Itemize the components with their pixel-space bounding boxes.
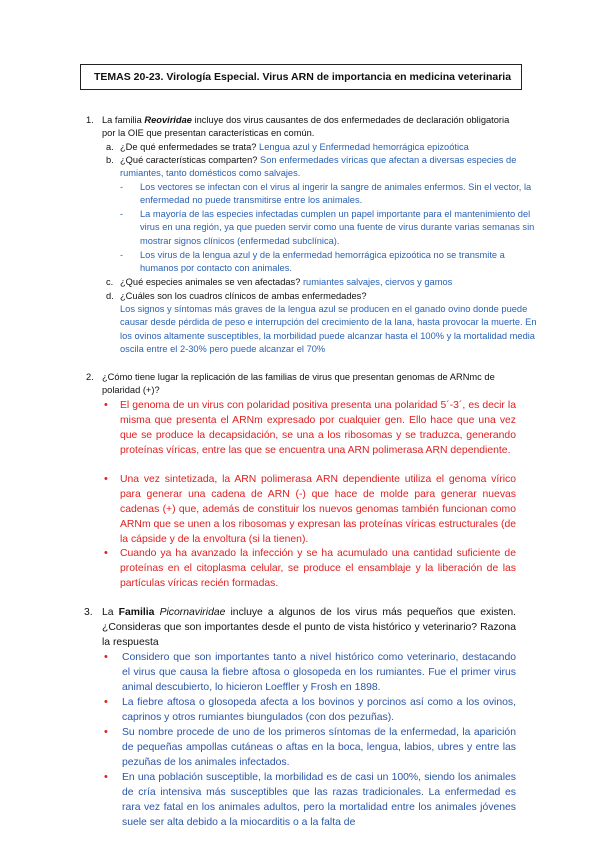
bullet-icon: •: [104, 651, 108, 663]
q1-number: 1.: [86, 115, 94, 125]
bullet-icon: •: [104, 696, 108, 708]
q1-dash-item-1: Los vectores se infectan con el virus al ingerir la sangre de animales enfermos. Sin el vector, la enfermedad no puede transmitirse entre los animales.: [140, 182, 532, 206]
q1-dash-item-3: Los virus de la lengua azul y de la enfermedad hemorrágica epizoótica no se transmite a humanos por contacto con animales.: [140, 250, 505, 274]
q1b-letter: b.: [106, 155, 114, 165]
q1a-letter: a.: [106, 142, 114, 152]
q3-fam: Familia: [118, 607, 155, 618]
q3-intro: [102, 605, 516, 650]
q1c-answer: rumiantes salvajes, ciervos y gamos: [302, 277, 453, 287]
q2-bullet-1: El genoma de un virus con polaridad positiva presenta una polaridad 5´-3´, es decir la misma que presenta el ARNm expresado por cualquier gen. Ello hace que una vez que se produce la decapsidación, se una a los ribosomas y se traduzca, generando proteínas víricas, entre las que se encuentra una ARN polimerasa ARN dependiente.: [120, 400, 516, 456]
bullet-icon: •: [104, 547, 108, 559]
q1-intro-pre: La familia: [102, 115, 145, 125]
q1c-letter: c.: [106, 277, 114, 287]
q2-number: 2.: [86, 372, 94, 382]
q1d-answer: Los signos y síntomas más graves de la lengua azul se producen en el ganado ovino donde puede causar desde pérdida de peso e interrupción del crecimiento de la lana, hasta provocar la muerte. En los ovinos altamente susceptibles, la morbilidad puede alcanzar hasta el 100% y la mortalidad media oscila entre el 2-30% pero puede alcanzar el 70%: [120, 304, 537, 355]
q1a-line: [120, 141, 530, 154]
q3-bullet-1: Considero que son importantes tanto a nivel histórico como veterinario, destacando el virus que causa la fiebre aftosa o glosopeda en los rumiantes. Fue el primer virus animal descubierto, lo hicieron Loeffler y Frosh en 1898.: [122, 652, 516, 693]
q1b-answer: Son enfermedades víricas que afectan a diversas especies de rumiantes, tanto domésticos como salvajes.: [120, 155, 517, 179]
q1-dash-item-2: La mayoría de las especies infectadas cumplen un papel importante para el mantenimiento del virus en una región, ya que pueden servir como una fuente de virus durante varias semanas sin mostrar signos clínicos (enfermedad subclínica).: [140, 209, 535, 246]
q3-bullet-3: Su nombre procede de uno de los primeros síntomas de la enfermedad, la aparición de pequeñas ampollas cutáneas o aftas en la boca, lengua, labios, ubres y entre las pezuñas de los animales infectados.: [122, 727, 516, 768]
bullet-icon: •: [104, 399, 108, 411]
q2-bullet-2: Una vez sintetizada, la ARN polimerasa ARN dependiente utiliza el genoma vírico para generar una cadena de ARN (-) que hace de molde para generar nuevas cadenas (+) que, además de constituir los nuevos genomas también funcionan como ARNm que se unen a los ribosomas y expresan las proteínas víricas estructurales (de la cápside y de la envoltura (si la tienen).: [120, 474, 516, 545]
q3-bullet-2: La fiebre aftosa o glosopeda afecta a los bovinos y porcinos así como a los ovinos, caprinos y otros rumiantes biungulados (con dos pezuñas).: [122, 697, 516, 723]
q3-number: 3.: [84, 607, 93, 618]
bullet-icon: •: [104, 771, 108, 783]
q3-bullet-4: En una población susceptible, la morbilidad es de casi un 100%, siendo los animales de cría intensiva más susceptibles que las razas tradicionales. La enfermedad es rara vez fatal en los animales adultos, pero la mortalidad entre los animales jóvenes suele ser alta debido a la miocarditis o a la falta de: [122, 772, 516, 828]
page-title: TEMAS 20-23. Virología Especial. Virus ARN de importancia en medicina veterinaria: [80, 64, 522, 90]
q1d-question: ¿Cuáles son los cuadros clínicos de ambas enfermedades?: [120, 291, 367, 301]
bullet-icon: •: [104, 473, 108, 485]
q1-family: Reoviridae: [144, 115, 192, 125]
dash-icon: -: [120, 209, 124, 219]
q1c-line: [120, 276, 530, 289]
q3-family: Picornaviridae: [159, 607, 226, 618]
q1b-question: ¿Qué características comparten?: [120, 155, 258, 165]
bullet-icon: •: [104, 726, 108, 738]
q1d-letter: d.: [106, 291, 114, 301]
q1-intro: [102, 114, 522, 141]
q3-intro-post: incluye a algunos de los virus más pequeños que existen. ¿Consideras que son importantes desde el punto de vista histórico y veterinario? Razona la respuesta: [102, 607, 517, 648]
q1a-answer: Lengua azul y Enfermedad hemorrágica epizoótica: [259, 142, 469, 152]
q1b-line: [120, 154, 538, 181]
dash-icon: -: [120, 250, 124, 260]
dash-icon: -: [120, 182, 124, 192]
q2-bullet-3: Cuando ya ha avanzado la infección y se ha acumulado una cantidad suficiente de proteínas en el citoplasma celular, se produce el ensamblaje y la liberación de las partículas víricas recién formadas.: [120, 548, 516, 589]
q1-intro-post: incluye dos virus causantes de dos enfermedades de declaración obligatoria por la OIE que presentan características en común.: [102, 115, 510, 139]
q3-intro-pre: La: [102, 607, 119, 618]
q1c-question: ¿Qué especies animales se ven afectadas?: [120, 277, 301, 287]
q2-question: ¿Cómo tiene lugar la replicación de las familias de virus que presentan genomas de ARNmc de polaridad (+)?: [102, 372, 495, 396]
q1a-question: ¿De qué enfermedades se trata?: [120, 142, 257, 152]
